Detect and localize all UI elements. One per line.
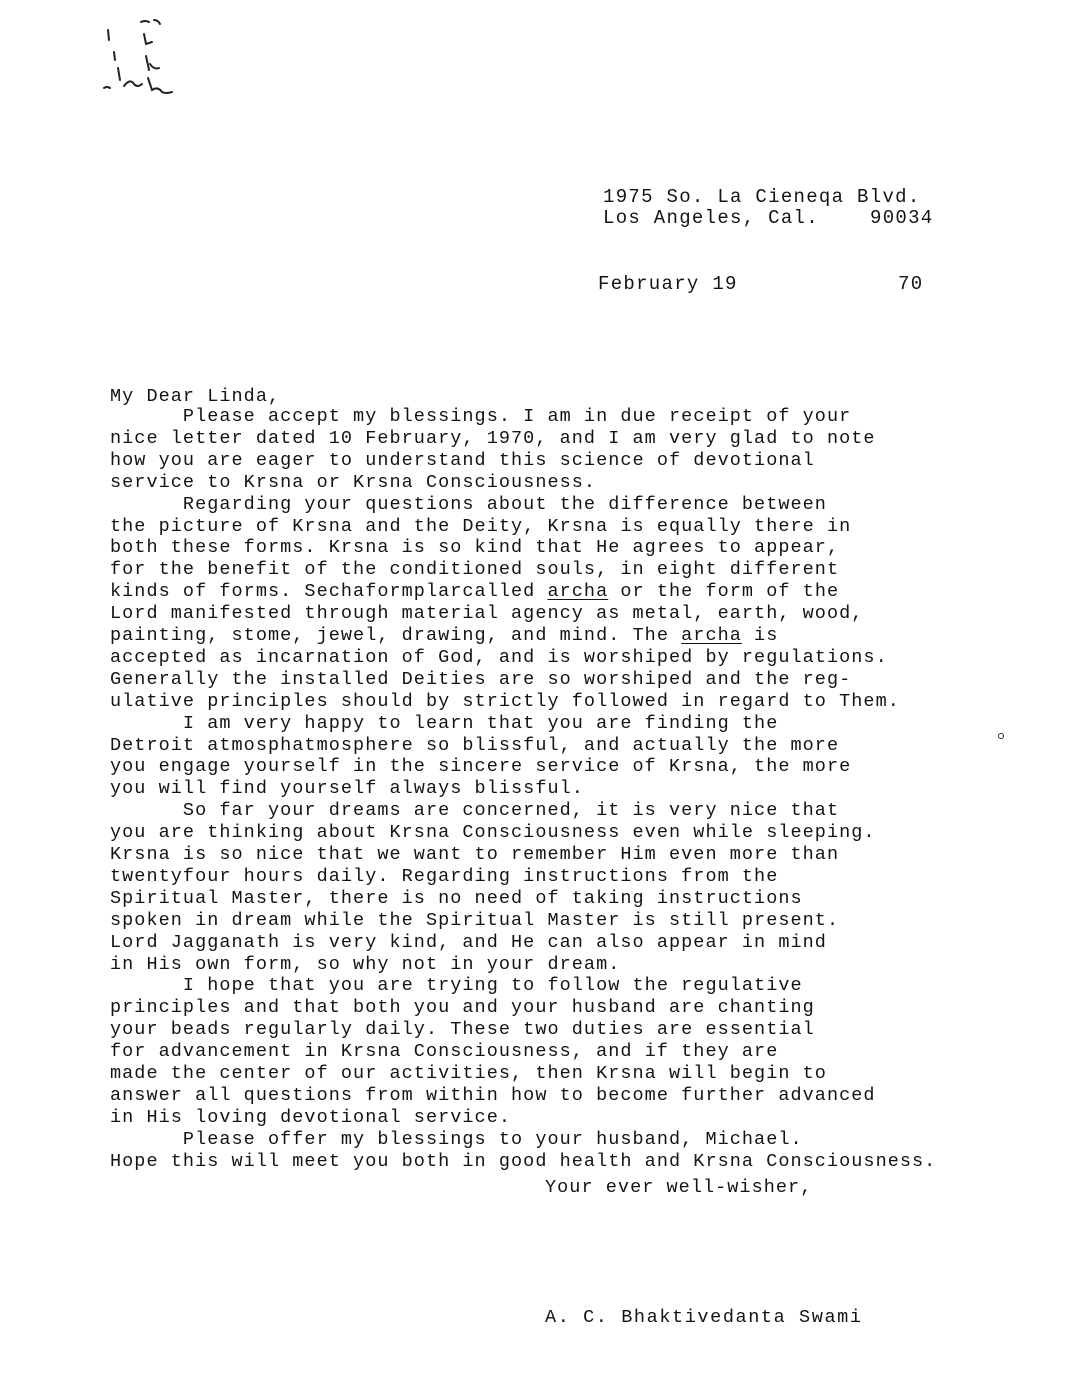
underlined-term: archa xyxy=(547,581,609,603)
body-line: service to Krsna or Krsna Consciousness. xyxy=(110,471,597,493)
body-line: for advancement in Krsna Consciousness, and if they are xyxy=(110,1041,779,1063)
body-line: answer all questions from within how to become further advanced xyxy=(110,1084,876,1106)
body-line: principles and that both you and your husband are chanting xyxy=(110,997,815,1019)
salutation: My Dear Linda, xyxy=(110,386,281,407)
body-line: made the center of our activities, then Krsna will begin to xyxy=(110,1063,827,1084)
body-line: Lord manifested through material agency as metal, earth, wood, xyxy=(110,603,864,625)
body-line: both these forms. Krsna is so kind that He agrees to appear, xyxy=(110,537,840,559)
body-line: your beads regularly daily. These two duties are essential xyxy=(110,1019,815,1041)
body-line: I am very happy to learn that you are finding the xyxy=(110,712,779,734)
body-line: in His loving devotional service. xyxy=(110,1106,512,1128)
body-line-text: or the form of the xyxy=(608,581,840,603)
body-line: Generally the installed Deities are so worshiped and the reg- xyxy=(110,668,852,690)
address-city xyxy=(603,207,819,229)
body-line: how you are eager to understand this science of devotional xyxy=(110,449,815,471)
handwritten-corner-mark xyxy=(96,16,182,98)
body-line: ulative principles should by strictly followed in regard to Them. xyxy=(110,690,900,712)
body-line: Please accept my blessings. I am in due receipt of your xyxy=(110,406,852,427)
body-line: twentyfour hours daily. Regarding instructions from the xyxy=(110,865,779,887)
body-line: for the benefit of the conditioned souls, in eight different xyxy=(110,559,840,581)
body-line: nice letter dated 10 February, 1970, and I am very glad to note xyxy=(110,427,876,449)
body-line: Regarding your questions about the difference between xyxy=(110,493,827,515)
body-line: accepted as incarnation of God, and is worshiped by regulations. xyxy=(110,646,888,668)
underlined-term: archa xyxy=(681,625,742,646)
body-line: Spiritual Master, there is no need of taking instructions xyxy=(110,887,803,909)
body-line: Detroit atmosphatmosphere so blissful, and actually the more xyxy=(110,734,840,756)
address-city-text: Los Angeles, Cal. xyxy=(603,207,819,229)
body-line: I hope that you are trying to follow the regulative xyxy=(110,975,803,997)
address-zip: 90034 xyxy=(870,207,934,229)
stray-mark xyxy=(998,733,1004,739)
signature: A. C. Bhaktivedanta Swami xyxy=(545,1307,863,1328)
date-month-day: February 19 xyxy=(598,273,738,295)
body-line: Lord Jagganath is very kind, and He can also appear in mind xyxy=(110,931,827,953)
body-line: So far your dreams are concerned, it is very nice that xyxy=(110,800,840,822)
body-line: Please offer my blessings to your husband, Michael. xyxy=(110,1128,803,1150)
body-line: you are thinking about Krsna Consciousness even while sleeping. xyxy=(110,822,876,844)
body-line: Krsna is so nice that we want to remember Him even more than xyxy=(110,844,840,865)
body-line-text: painting, stome, jewel, drawing, and mind. The xyxy=(110,625,682,646)
date-year: 70 xyxy=(898,273,924,295)
body-line: the picture of Krsna and the Deity, Krsna is equally there in xyxy=(110,515,852,537)
body-line: you engage yourself in the sincere service of Krsna, the more xyxy=(110,756,852,778)
body-line: in His own form, so why not in your dream. xyxy=(110,953,621,975)
body-line: Hope this will meet you both in good health and Krsna Consciousness. xyxy=(110,1150,937,1172)
address-street: 1975 So. La Cieneqa Blvd. xyxy=(603,186,921,208)
body-line: you will find yourself always blissful. xyxy=(110,778,584,800)
body-line xyxy=(110,581,839,603)
body-line-text: is xyxy=(741,625,779,646)
closing: Your ever well-wisher, xyxy=(545,1177,813,1198)
body-line xyxy=(110,625,778,647)
body-line: spoken in dream while the Spiritual Master is still present. xyxy=(110,909,840,931)
body-line-text: kinds of forms. Sechaformplarcalled xyxy=(110,581,548,603)
